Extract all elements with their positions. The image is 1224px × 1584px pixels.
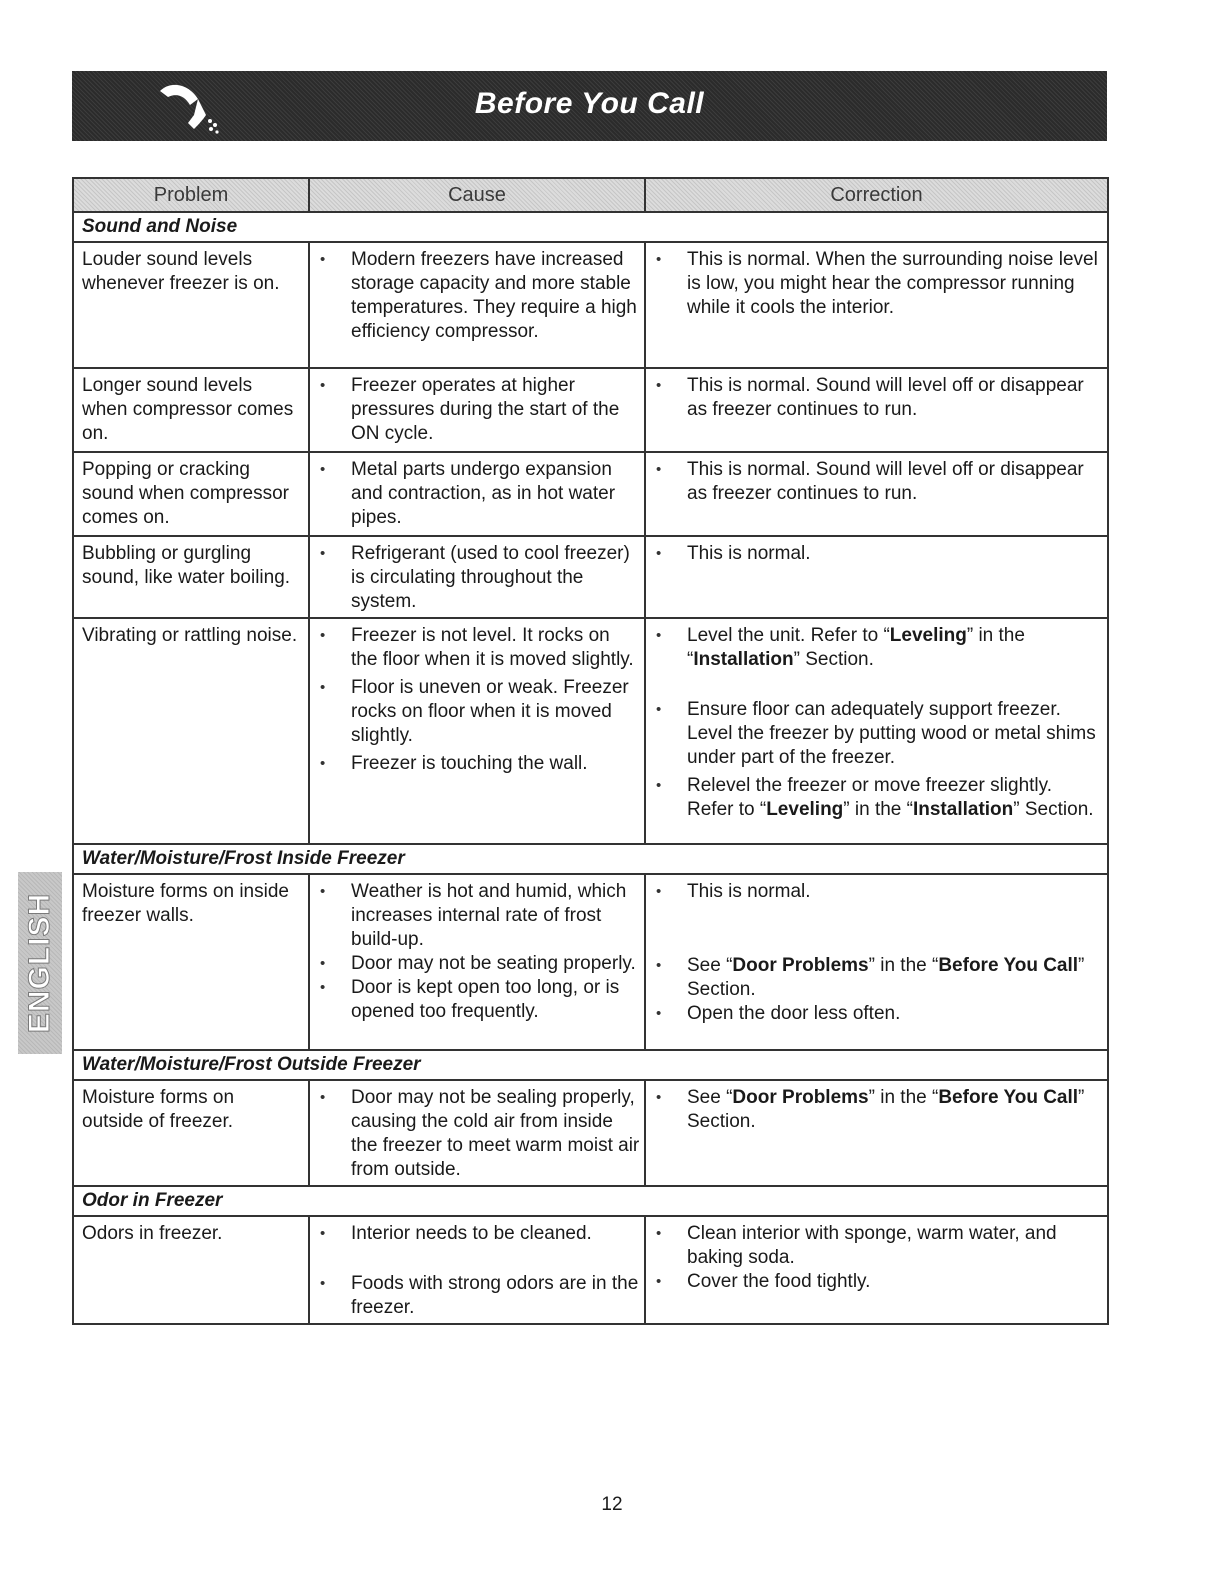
correction-item: • See “Door Problems” in the “Before You Call” Section. — [656, 1086, 1103, 1134]
table-row — [73, 1216, 1108, 1324]
page-number: 12 — [601, 1494, 623, 1515]
problem-cell: Louder sound levels whenever freezer is on. — [73, 242, 309, 368]
correction-cell — [645, 1080, 1108, 1186]
table-row — [73, 242, 1108, 368]
cause-item: • Foods with strong odors are in the freezer. — [320, 1272, 640, 1320]
correction-item: • Cover the food tightly. — [656, 1270, 1103, 1294]
correction-cell — [645, 536, 1108, 618]
cause-cell — [309, 452, 645, 536]
table-row — [73, 368, 1108, 452]
table-row — [73, 618, 1108, 844]
cause-item: • Door is kept open too long, or is opened too frequently. — [320, 976, 640, 1024]
problem-cell: Bubbling or gurgling sound, like water boiling. — [73, 536, 309, 618]
problem-cell: Vibrating or rattling noise. — [73, 618, 309, 844]
cause-cell — [309, 242, 645, 368]
section-title: Sound and Noise — [73, 212, 1108, 242]
cause-item: • Freezer is not level. It rocks on the floor when it is moved slightly. — [320, 624, 640, 672]
section-heading-row — [73, 844, 1108, 874]
cause-cell — [309, 1080, 645, 1186]
table-row — [73, 452, 1108, 536]
cause-cell — [309, 536, 645, 618]
section-title: Water/Moisture/Frost Outside Freezer — [73, 1050, 1108, 1080]
section-heading-row — [73, 212, 1108, 242]
correction-cell — [645, 618, 1108, 844]
problem-cell: Moisture forms on inside freezer walls. — [73, 874, 309, 1050]
correction-item: • This is normal. When the surrounding noise level is low, you might hear the compressor running while it cools the interior. — [656, 248, 1103, 320]
language-tab — [18, 872, 62, 1054]
cause-item: • Door may not be seating properly. — [320, 952, 640, 976]
correction-cell — [645, 452, 1108, 536]
correction-item: • Clean interior with sponge, warm water, and baking soda. — [656, 1222, 1103, 1270]
section-title: Odor in Freezer — [73, 1186, 1108, 1216]
column-header-problem: Problem — [73, 178, 309, 212]
correction-item: • This is normal. — [656, 542, 1103, 566]
problem-cell: Odors in freezer. — [73, 1216, 309, 1324]
cause-cell — [309, 874, 645, 1050]
cause-item: • Freezer operates at higher pressures during the start of the ON cycle. — [320, 374, 640, 446]
table-row — [73, 536, 1108, 618]
header-banner — [72, 71, 1107, 141]
correction-item: • Level the unit. Refer to “Leveling” in the “Installation” Section. — [656, 624, 1103, 672]
section-heading-row — [73, 1050, 1108, 1080]
correction-item: • Open the door less often. — [656, 1002, 1103, 1026]
section-title: Water/Moisture/Frost Inside Freezer — [73, 844, 1108, 874]
column-header-correction: Correction — [645, 178, 1108, 212]
cause-item: • Weather is hot and humid, which increases internal rate of frost build-up. — [320, 880, 640, 952]
problem-cell: Longer sound levels when compressor comes on. — [73, 368, 309, 452]
problem-cell: Moisture forms on outside of freezer. — [73, 1080, 309, 1186]
cause-item: • Metal parts undergo expansion and contraction, as in hot water pipes. — [320, 458, 640, 530]
correction-item: • Ensure floor can adequately support freezer. Level the freezer by putting wood or metal shims under part of the freezer. — [656, 698, 1103, 770]
correction-cell — [645, 368, 1108, 452]
cause-cell — [309, 368, 645, 452]
cause-item: • Refrigerant (used to cool freezer) is circulating throughout the system. — [320, 542, 640, 614]
correction-item: • This is normal. Sound will level off or disappear as freezer continues to run. — [656, 458, 1103, 506]
correction-item: • See “Door Problems” in the “Before You Call” Section. — [656, 954, 1103, 1002]
correction-item: • This is normal. — [656, 880, 1103, 904]
column-header-cause: Cause — [309, 178, 645, 212]
table-row — [73, 874, 1108, 1050]
correction-item: • This is normal. Sound will level off or disappear as freezer continues to run. — [656, 374, 1103, 422]
correction-cell — [645, 1216, 1108, 1324]
cause-item: • Interior needs to be cleaned. — [320, 1222, 640, 1246]
correction-item: • Relevel the freezer or move freezer slightly. Refer to “Leveling” in the “Installation” Section. — [656, 774, 1103, 822]
troubleshooting-table — [72, 177, 1109, 1325]
language-tab-label: ENGLISH — [23, 892, 56, 1034]
cause-item: • Floor is uneven or weak. Freezer rocks on floor when it is moved slightly. — [320, 676, 640, 748]
cause-item: • Freezer is touching the wall. — [320, 752, 640, 776]
correction-cell — [645, 874, 1108, 1050]
cause-cell — [309, 1216, 645, 1324]
cause-cell — [309, 618, 645, 844]
page-title: Before You Call — [474, 87, 705, 120]
table-row — [73, 1080, 1108, 1186]
cause-item: • Door may not be sealing properly, causing the cold air from inside the freezer to meet warm moist air from outside. — [320, 1086, 640, 1182]
section-heading-row — [73, 1186, 1108, 1216]
problem-cell: Popping or cracking sound when compressor comes on. — [73, 452, 309, 536]
cause-item: • Modern freezers have increased storage capacity and more stable temperatures. They require a high efficiency compressor. — [320, 248, 640, 344]
correction-cell — [645, 242, 1108, 368]
